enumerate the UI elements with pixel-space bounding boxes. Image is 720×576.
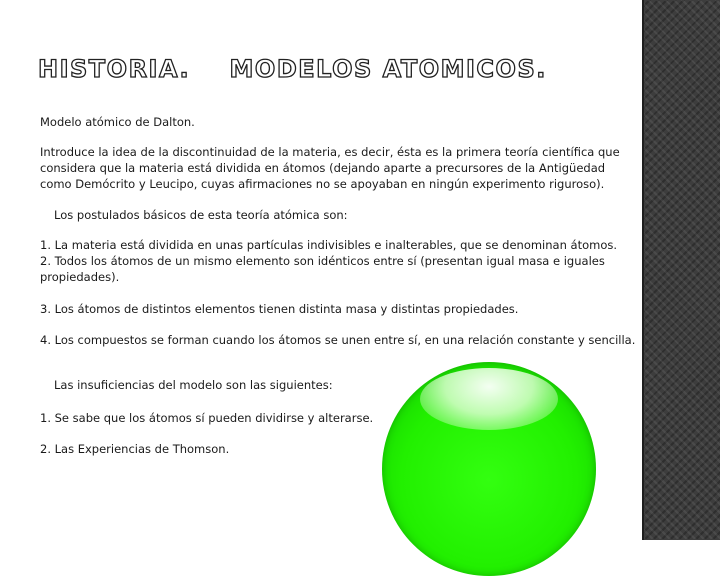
postulate-item-2: 2. Todos los átomos de un mismo elemento son idénticos entre sí (presentan igual masa e iguales propiedades). [40,254,605,284]
insufficiencies-heading: Las insuficiencias del modelo son las siguientes: [54,378,333,392]
postulate-item-1: 1. La materia está dividida en unas partículas indivisibles e inalterables, que se denominan átomos. [40,238,618,252]
postulates-heading: Los postulados básicos de esta teoría atómica son: [54,208,348,222]
insufficiency-item-2: 2. Las Experiencias de Thomson. [40,442,230,456]
postulate-item-4: 4. Los compuestos se forman cuando los átomos se unen entre sí, en una relación constante y sencilla. [40,333,636,347]
slide-title: HISTORIA. MODELOS ATOMICOS. [38,55,547,83]
intro-paragraph: Introduce la idea de la discontinuidad de la materia, es decir, ésta es la primera teoría científica que considera que la materia está dividida en átomos (dejando aparte a precursores de la Antigüedad como Demócrito y Leucipo, cuyas afirmaciones no se apoyaban en ningún experimento riguroso). [40,145,620,191]
section-subtitle: Modelo atómico de Dalton. [40,115,195,129]
insufficiency-item-1: 1. Se sabe que los átomos sí pueden dividirse y alterarse. [40,411,374,425]
sphere-highlight [420,368,558,430]
postulate-item-3: 3. Los átomos de distintos elementos tienen distinta masa y distintas propiedades. [40,302,519,316]
decorative-sidebar [642,0,720,540]
